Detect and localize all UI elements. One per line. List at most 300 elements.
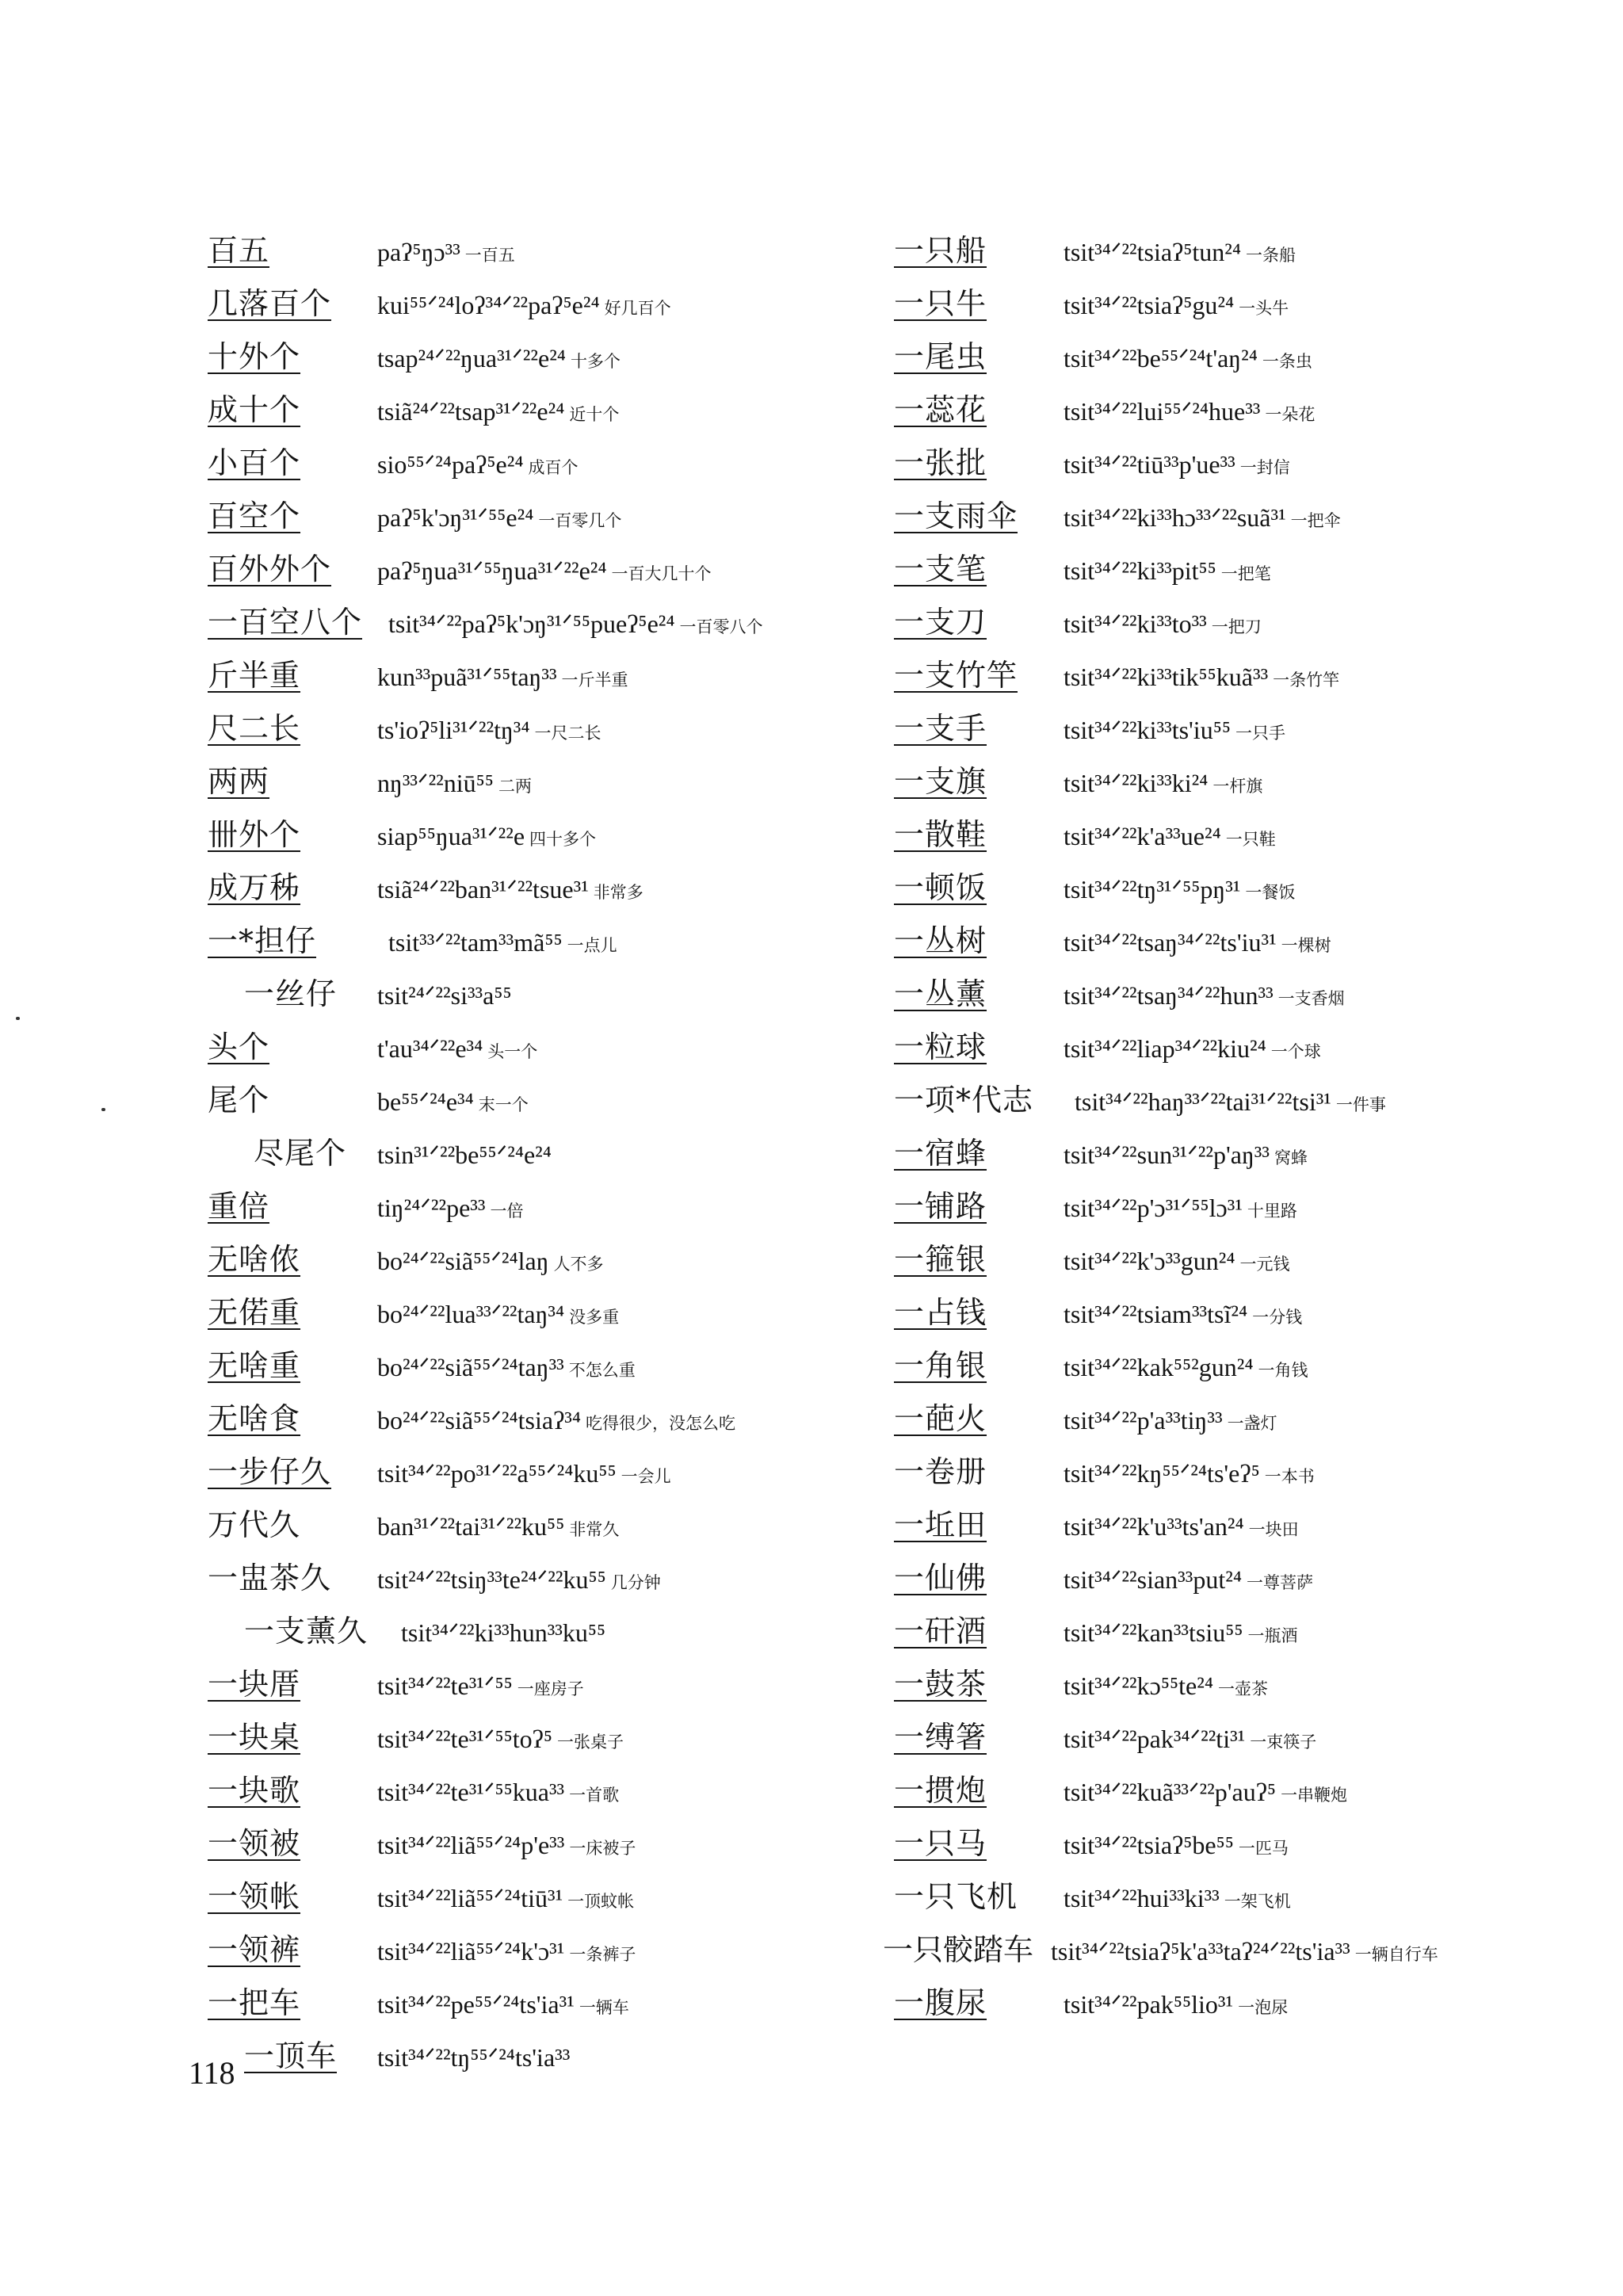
entry-word: 一丝仔 — [244, 976, 338, 1011]
entry-row — [894, 231, 1607, 285]
entry-pronunciation — [377, 872, 643, 910]
entry-pronunciation — [377, 978, 512, 1013]
entry-pronunciation — [1064, 978, 1345, 1016]
entry-row — [894, 1612, 1607, 1665]
entry-word: 一只牛 — [894, 286, 987, 321]
entry-pronunciation — [1064, 1987, 1288, 2025]
entry-word: 万代久 — [208, 1507, 301, 1542]
entry-pronunciation — [377, 447, 578, 485]
entry-gloss: 一顶蚊帐 — [567, 1892, 635, 1911]
pronunciation-text: tiŋ²⁴ᐟ²²pe³³ — [377, 1194, 486, 1222]
entry-word: 尺二长 — [208, 711, 301, 746]
entry-row — [894, 869, 1607, 922]
entry-gloss: 一辆车 — [579, 1998, 629, 2017]
entry-word: 一蕊花 — [894, 392, 987, 427]
pronunciation-text: tsit³⁴ᐟ²²tsiaʔ⁵be⁵⁵ — [1064, 1831, 1234, 1859]
entry-word: 一卷册 — [894, 1454, 987, 1489]
entry-gloss: 一分钱 — [1252, 1308, 1303, 1327]
entry-pronunciation — [377, 1934, 636, 1972]
entry-row — [208, 550, 873, 603]
entry-row — [208, 1400, 873, 1453]
entry-row — [208, 816, 873, 869]
entry-row — [208, 338, 873, 391]
entry-gloss: 一泡尿 — [1238, 1998, 1289, 2017]
entry-word: 尽尾个 — [254, 1136, 347, 1171]
pronunciation-text: tsit³⁴ᐟ²²tiū³³p'ue³³ — [1064, 450, 1235, 479]
entry-pronunciation — [377, 1509, 619, 1547]
entry-pronunciation — [1064, 1881, 1291, 1919]
entry-row — [208, 1771, 873, 1824]
entry-row — [208, 1718, 873, 1771]
entry-row — [208, 975, 873, 1028]
entry-row — [208, 1028, 873, 1081]
pronunciation-text: tsit³⁴ᐟ²²ki³³ki²⁴ — [1064, 769, 1209, 797]
pronunciation-text: tsit³⁴ᐟ²²pak⁵⁵lio³¹ — [1064, 1990, 1234, 2019]
pronunciation-text: tsit³⁴ᐟ²²kak⁵⁵²gun²⁴ — [1064, 1353, 1254, 1381]
entry-word: 几落百个 — [208, 286, 332, 321]
pronunciation-text: ts'ioʔ⁵li³¹ᐟ²²tŋ³⁴ — [377, 716, 530, 744]
pronunciation-text: paʔ⁵ŋua³¹ᐟ⁵⁵ŋua³¹ᐟ²²e²⁴ — [377, 556, 607, 585]
pronunciation-text: tsit³⁴ᐟ²²tsiam³³tsĩ²⁴ — [1064, 1300, 1248, 1328]
entry-row — [208, 869, 873, 922]
pronunciation-text: tsit³⁴ᐟ²²ki³³tik⁵⁵kuã³³ — [1064, 663, 1269, 691]
entry-gloss: 一把笔 — [1220, 564, 1271, 583]
entry-row — [894, 922, 1607, 975]
entry-word: 一支手 — [894, 711, 987, 746]
entry-pronunciation — [377, 1456, 671, 1494]
entry-gloss: 几分钟 — [610, 1573, 661, 1592]
entry-word: 百空个 — [208, 499, 301, 533]
entry-row — [894, 1347, 1607, 1400]
entry-pronunciation — [377, 766, 532, 804]
entry-row — [208, 497, 873, 550]
entry-pronunciation — [1064, 1668, 1268, 1706]
entry-pronunciation — [1064, 1615, 1298, 1653]
entry-word: 一项*代志 — [894, 1083, 1034, 1117]
entry-gloss: 末一个 — [478, 1095, 529, 1114]
entry-row — [208, 709, 873, 762]
entry-row — [894, 1028, 1607, 1081]
entry-pronunciation — [377, 235, 515, 273]
entry-row — [894, 550, 1607, 603]
entry-gloss: 一个球 — [1270, 1042, 1321, 1061]
entry-gloss: 一倍 — [490, 1201, 524, 1221]
entry-word: 一丛薰 — [894, 976, 987, 1011]
entry-pronunciation — [377, 1987, 629, 2025]
entry-row — [208, 1134, 873, 1187]
entry-gloss: 非常多 — [593, 883, 643, 902]
pronunciation-text: tsit³⁴ᐟ²²tsiaʔ⁵gu²⁴ — [1064, 291, 1235, 319]
entry-pronunciation — [1064, 394, 1315, 432]
entry-pronunciation — [1064, 872, 1295, 910]
entry-row — [894, 1240, 1607, 1293]
pronunciation-text: bo²⁴ᐟ²²lua³³ᐟ²²taŋ³⁴ — [377, 1300, 565, 1328]
entry-gloss: 一条竹竿 — [1273, 670, 1340, 690]
entry-word: 一占钱 — [894, 1295, 987, 1330]
entry-pronunciation — [377, 1084, 529, 1122]
pronunciation-text: tsit³⁴ᐟ²²p'ɔ³¹ᐟ⁵⁵lɔ³¹ — [1064, 1194, 1243, 1222]
entry-row — [894, 391, 1607, 444]
pronunciation-text: sio⁵⁵ᐟ²⁴paʔ⁵e²⁴ — [377, 450, 524, 479]
entry-pronunciation — [1064, 1297, 1302, 1335]
entry-pronunciation — [377, 1031, 537, 1069]
entry-row — [894, 1878, 1607, 1931]
entry-word: 一只骹踏车 — [883, 1932, 1034, 1967]
entry-row — [894, 762, 1607, 816]
pronunciation-text: tsit³⁴ᐟ²²tŋ³¹ᐟ⁵⁵pŋ³¹ — [1064, 875, 1241, 904]
pronunciation-text: tsin³¹ᐟ²²be⁵⁵ᐟ²⁴e²⁴ — [377, 1140, 552, 1169]
entry-gloss: 不怎么重 — [568, 1361, 636, 1380]
pronunciation-text: tsit³⁴ᐟ²²liã⁵⁵ᐟ²⁴tiū³¹ — [377, 1884, 563, 1912]
entry-gloss: 窝蜂 — [1274, 1148, 1308, 1167]
entry-gloss: 四十多个 — [529, 830, 597, 849]
entry-pronunciation — [1064, 819, 1276, 857]
entry-row — [894, 1665, 1607, 1718]
entry-pronunciation — [1064, 1456, 1315, 1494]
entry-word: 小百个 — [208, 445, 301, 480]
pronunciation-text: tsit³⁴ᐟ²²kuã³³ᐟ²²p'auʔ⁵ — [1064, 1778, 1277, 1806]
entry-word: 头个 — [208, 1030, 270, 1064]
entry-row — [208, 1453, 873, 1506]
entry-row — [208, 922, 873, 975]
entry-word: 一步仔久 — [208, 1454, 332, 1489]
entry-pronunciation — [388, 925, 617, 963]
pronunciation-text: tsit³⁴ᐟ²²paʔ⁵k'ɔŋ³¹ᐟ⁵⁵pueʔ⁵e²⁴ — [388, 609, 675, 638]
pronunciation-text: tsit³⁴ᐟ²²ki³³hun³³ku⁵⁵ — [401, 1618, 606, 1647]
entry-gloss: 一条裤子 — [569, 1945, 636, 1964]
entry-word: 无啥侬 — [208, 1242, 301, 1277]
entry-word: 一腹尿 — [894, 1985, 987, 2020]
pronunciation-text: tsit³⁴ᐟ²²tsaŋ³⁴ᐟ²²hun³³ — [1064, 981, 1274, 1010]
entry-pronunciation — [1064, 1562, 1313, 1600]
entry-gloss: 一尊菩萨 — [1246, 1573, 1313, 1592]
entry-word: 一支薰久 — [244, 1614, 369, 1648]
pronunciation-text: kui⁵⁵ᐟ²⁴loʔ³⁴ᐟ²²paʔ⁵e²⁴ — [377, 291, 600, 319]
entry-gloss: 一百大几十个 — [611, 564, 712, 583]
pronunciation-text: bo²⁴ᐟ²²siã⁵⁵ᐟ²⁴tsiaʔ³⁴ — [377, 1406, 582, 1435]
entry-word: 一百空八个 — [208, 605, 363, 640]
entry-pronunciation — [1075, 1084, 1386, 1122]
entry-word: 一缚箸 — [894, 1720, 987, 1755]
entry-gloss: 一棵树 — [1281, 936, 1331, 955]
entry-pronunciation — [377, 1350, 636, 1388]
pronunciation-text: tsit²⁴ᐟ²²si³³a⁵⁵ — [377, 981, 512, 1010]
pronunciation-text: tsit³⁴ᐟ²²tsiaʔ⁵k'a³³taʔ²⁴ᐟ²²ts'ia³³ — [1051, 1937, 1350, 1966]
entry-pronunciation — [377, 1828, 636, 1866]
entry-word: 一支旗 — [894, 764, 987, 799]
entry-word: 重倍 — [208, 1189, 270, 1224]
pronunciation-text: tsit³⁴ᐟ²²ki³³hɔ³³ᐟ²²suã³¹ — [1064, 503, 1286, 532]
scan-speck — [16, 1017, 20, 1020]
entry-gloss: 一首歌 — [569, 1786, 620, 1805]
entry-row — [894, 1293, 1607, 1347]
entry-word: 一散鞋 — [894, 817, 987, 852]
entry-pronunciation — [377, 1244, 604, 1282]
entry-pronunciation — [377, 1881, 634, 1919]
entry-word: 一领帐 — [208, 1879, 301, 1914]
entry-word: 一领裤 — [208, 1932, 301, 1967]
entry-gloss: 一只鞋 — [1225, 830, 1276, 849]
entry-word: 一块桌 — [208, 1720, 301, 1755]
entry-gloss: 十里路 — [1247, 1201, 1297, 1221]
entry-gloss: 一盏灯 — [1227, 1414, 1277, 1433]
pronunciation-text: tsit³⁴ᐟ²²tsaŋ³⁴ᐟ²²ts'iu³¹ — [1064, 928, 1277, 957]
pronunciation-text: paʔ⁵k'ɔŋ³¹ᐟ⁵⁵e²⁴ — [377, 503, 534, 532]
entry-gloss: 好几百个 — [604, 299, 671, 318]
entry-gloss: 二两 — [498, 777, 532, 796]
pronunciation-text: nŋ³³ᐟ²²niū⁵⁵ — [377, 769, 494, 797]
entry-pronunciation — [1064, 553, 1271, 591]
entry-pronunciation — [377, 1775, 619, 1813]
entry-pronunciation — [401, 1615, 605, 1650]
entry-row — [894, 603, 1607, 656]
pronunciation-text: tsit³⁴ᐟ²²pak³⁴ᐟ²²ti³¹ — [1064, 1725, 1246, 1753]
entry-gloss: 没多重 — [569, 1308, 620, 1327]
entry-pronunciation — [1064, 341, 1312, 379]
entry-word: 一领被 — [208, 1826, 301, 1861]
entry-gloss: 一百零八个 — [679, 617, 763, 636]
entry-row — [208, 1665, 873, 1718]
entry-word: 一铺路 — [894, 1189, 987, 1224]
entry-gloss: 一把伞 — [1290, 511, 1341, 530]
entry-row — [208, 1293, 873, 1347]
entry-row — [208, 1240, 873, 1293]
entry-row — [894, 285, 1607, 338]
entry-gloss: 一百零几个 — [538, 511, 622, 530]
entry-gloss: 一支香烟 — [1277, 989, 1345, 1008]
pronunciation-text: tsit³⁴ᐟ²²hui³³ki³³ — [1064, 1884, 1220, 1912]
entry-row — [208, 444, 873, 497]
pronunciation-text: tsit³⁴ᐟ²²kŋ⁵⁵ᐟ²⁴ts'eʔ⁵ — [1064, 1459, 1260, 1488]
entry-pronunciation — [1064, 1509, 1299, 1547]
entry-pronunciation — [377, 2040, 570, 2075]
pronunciation-text: tsiã²⁴ᐟ²²ban³¹ᐟ²²tsue³¹ — [377, 875, 589, 904]
entry-pronunciation — [377, 553, 712, 591]
entry-gloss: 人不多 — [553, 1255, 604, 1274]
entry-gloss: 一张桌子 — [557, 1733, 624, 1752]
entry-gloss: 一杆旗 — [1212, 777, 1263, 796]
pronunciation-text: siap⁵⁵ŋua³¹ᐟ²²e — [377, 822, 525, 850]
entry-gloss: 一串鞭炮 — [1281, 1786, 1348, 1805]
entry-gloss: 一辆自行车 — [1354, 1945, 1438, 1964]
entry-row — [883, 1931, 1607, 1984]
pronunciation-text: tsit³⁴ᐟ²²liã⁵⁵ᐟ²⁴p'e³³ — [377, 1831, 565, 1859]
entry-gloss: 一壶茶 — [1217, 1679, 1268, 1698]
pronunciation-text: tsit³⁴ᐟ²²liã⁵⁵ᐟ²⁴k'ɔ³¹ — [377, 1937, 565, 1966]
pronunciation-text: paʔ⁵ŋɔ³³ — [377, 238, 460, 266]
pronunciation-text: tsit³⁴ᐟ²²kan³³tsiu⁵⁵ — [1064, 1618, 1243, 1647]
entry-row — [894, 1134, 1607, 1187]
entry-row — [894, 1081, 1607, 1134]
entry-gloss: 非常久 — [569, 1520, 620, 1539]
entry-gloss: 一块田 — [1248, 1520, 1299, 1539]
entry-row — [894, 1559, 1607, 1612]
entry-row — [894, 1453, 1607, 1506]
entry-word: 一粒球 — [894, 1030, 987, 1064]
pronunciation-text: tsit³⁴ᐟ²²pe⁵⁵ᐟ²⁴ts'ia³¹ — [377, 1990, 575, 2019]
pronunciation-text: ban³¹ᐟ²²tai³¹ᐟ²²ku⁵⁵ — [377, 1512, 565, 1541]
entry-row — [894, 656, 1607, 709]
entry-pronunciation — [1064, 1350, 1308, 1388]
entry-pronunciation — [1064, 235, 1296, 273]
pronunciation-text: t'au³⁴ᐟ²²e³⁴ — [377, 1034, 483, 1063]
pronunciation-text: tsit³⁴ᐟ²²po³¹ᐟ²²a⁵⁵ᐟ²⁴ku⁵⁵ — [377, 1459, 617, 1488]
pronunciation-text: tsit³⁴ᐟ²²ki³³to³³ — [1064, 609, 1207, 638]
entry-gloss: 一瓶酒 — [1247, 1626, 1298, 1645]
entry-row — [894, 1718, 1607, 1771]
entry-row — [208, 656, 873, 709]
entry-gloss: 吃得很少，没怎么吃 — [586, 1414, 736, 1433]
entry-pronunciation — [377, 394, 619, 432]
entry-gloss: 一座房子 — [517, 1679, 584, 1698]
entry-row — [894, 1400, 1607, 1453]
pronunciation-text: tsit²⁴ᐟ²²tsiŋ³³te²⁴ᐟ²²ku⁵⁵ — [377, 1565, 606, 1594]
entry-pronunciation — [377, 659, 628, 697]
entry-word: 百五 — [208, 233, 270, 268]
entry-gloss: 一封信 — [1239, 458, 1290, 477]
entry-word: 无啥食 — [208, 1401, 301, 1436]
entry-word: 百外外个 — [208, 552, 332, 586]
pronunciation-text: tsiã²⁴ᐟ²²tsap³¹ᐟ²²e²⁴ — [377, 397, 565, 426]
entry-row — [208, 285, 873, 338]
entry-pronunciation — [377, 1190, 523, 1228]
entry-row — [208, 2037, 873, 2090]
entry-pronunciation — [1064, 288, 1289, 326]
entry-gloss: 十多个 — [570, 352, 621, 371]
entry-gloss: 一本书 — [1264, 1467, 1315, 1486]
entry-row — [208, 1559, 873, 1612]
entry-gloss: 一头牛 — [1239, 299, 1289, 318]
entry-word: 成万秭 — [208, 870, 301, 905]
entry-row — [894, 338, 1607, 391]
entry-gloss: 一束筷子 — [1250, 1733, 1317, 1752]
pronunciation-text: bo²⁴ᐟ²²siã⁵⁵ᐟ²⁴laŋ — [377, 1247, 549, 1275]
entry-row — [208, 1347, 873, 1400]
entry-pronunciation — [1064, 1828, 1289, 1866]
entry-pronunciation — [1064, 712, 1285, 751]
entry-word: 一块厝 — [208, 1667, 301, 1702]
pronunciation-text: tsit³⁴ᐟ²²tŋ⁵⁵ᐟ²⁴ts'ia³³ — [377, 2043, 571, 2072]
entry-word: 一坵田 — [894, 1507, 987, 1542]
entry-gloss: 一角钱 — [1258, 1361, 1308, 1380]
entry-word: 一尾虫 — [894, 339, 987, 374]
entry-pronunciation — [377, 1403, 735, 1441]
pronunciation-text: tsit³⁴ᐟ²²liap³⁴ᐟ²²kiu²⁴ — [1064, 1034, 1266, 1063]
entry-pronunciation — [1051, 1934, 1438, 1972]
entry-row — [208, 1824, 873, 1878]
pronunciation-text: tsit³⁴ᐟ²²haŋ³³ᐟ²²tai³¹ᐟ²²tsi³¹ — [1075, 1087, 1331, 1116]
entry-pronunciation — [1064, 766, 1262, 804]
entry-row — [894, 1984, 1607, 2037]
entry-gloss: 一百五 — [464, 246, 515, 265]
entry-word: 卌外个 — [208, 817, 301, 852]
entry-word: 一块歌 — [208, 1773, 301, 1808]
entry-word: 一仙佛 — [894, 1561, 987, 1595]
entry-row — [208, 391, 873, 444]
entry-word: 一箍银 — [894, 1242, 987, 1277]
entry-row — [894, 444, 1607, 497]
entry-pronunciation — [377, 1721, 624, 1759]
entry-row — [208, 231, 873, 285]
entry-row — [208, 1081, 873, 1134]
entry-gloss: 成百个 — [528, 458, 579, 477]
left-column — [208, 231, 873, 2090]
pronunciation-text: tsit³⁴ᐟ²²te³¹ᐟ⁵⁵kua³³ — [377, 1778, 565, 1806]
pronunciation-text: tsit³⁴ᐟ²²ki³³ts'iu⁵⁵ — [1064, 716, 1231, 744]
entry-gloss: 一条虫 — [1262, 352, 1312, 371]
entry-gloss: 一朵花 — [1265, 405, 1316, 424]
entry-row — [208, 1506, 873, 1559]
right-column — [883, 231, 1607, 2037]
entry-pronunciation — [388, 606, 763, 644]
pronunciation-text: tsit³⁴ᐟ²²kɔ⁵⁵te²⁴ — [1064, 1671, 1213, 1700]
entry-pronunciation — [1064, 925, 1331, 963]
entry-word: 一掼炮 — [894, 1773, 987, 1808]
entry-word: 一张批 — [894, 445, 987, 480]
entry-word: 无啥重 — [208, 1348, 301, 1383]
entry-gloss: 一斤半重 — [561, 670, 628, 690]
pronunciation-text: be⁵⁵ᐟ²⁴e³⁴ — [377, 1087, 474, 1116]
entry-gloss: 一只手 — [1235, 724, 1285, 743]
entry-word: 一宿蜂 — [894, 1136, 987, 1171]
entry-row — [894, 497, 1607, 550]
entry-gloss: 一匹马 — [1238, 1839, 1289, 1858]
entry-pronunciation — [1064, 1403, 1277, 1441]
entry-gloss: 一尺二长 — [534, 724, 601, 743]
pronunciation-text: tsit³⁴ᐟ²²sian³³put²⁴ — [1064, 1565, 1242, 1594]
pronunciation-text: tsit³⁴ᐟ²²sun³¹ᐟ²²p'aŋ³³ — [1064, 1140, 1270, 1169]
entry-word: 无偌重 — [208, 1295, 301, 1330]
entry-pronunciation — [1064, 1031, 1321, 1069]
entry-row — [208, 1187, 873, 1240]
entry-pronunciation — [1064, 500, 1341, 538]
entry-pronunciation — [377, 819, 596, 857]
entry-gloss: 一点儿 — [567, 936, 617, 955]
entry-row — [894, 1824, 1607, 1878]
entry-word: 十外个 — [208, 339, 301, 374]
entry-pronunciation — [1064, 606, 1262, 644]
entry-word: 斤半重 — [208, 658, 301, 693]
entry-pronunciation — [1064, 1721, 1316, 1759]
pronunciation-text: tsit³⁴ᐟ²²ki³³pit⁵⁵ — [1064, 556, 1216, 585]
entry-word: 一鼓茶 — [894, 1667, 987, 1702]
entry-word: 尾个 — [208, 1083, 270, 1117]
entry-word: 一丛树 — [894, 923, 987, 958]
pronunciation-text: tsit³⁴ᐟ²²tsiaʔ⁵tun²⁴ — [1064, 238, 1242, 266]
entry-pronunciation — [377, 288, 671, 326]
entry-gloss: 近十个 — [569, 405, 620, 424]
entry-gloss: 一元钱 — [1239, 1255, 1290, 1274]
entry-pronunciation — [377, 712, 601, 751]
entry-word: 一支笔 — [894, 552, 987, 586]
entry-row — [894, 816, 1607, 869]
entry-pronunciation — [377, 500, 621, 538]
entry-pronunciation — [1064, 1244, 1290, 1282]
entry-row — [894, 975, 1607, 1028]
entry-word: 一顿饭 — [894, 870, 987, 905]
pronunciation-text: tsit³⁴ᐟ²²be⁵⁵ᐟ²⁴t'aŋ²⁴ — [1064, 344, 1258, 372]
entry-word: 一把车 — [208, 1985, 301, 2020]
entry-word: 一盅茶久 — [208, 1561, 332, 1595]
entry-pronunciation — [377, 1668, 584, 1706]
entry-word: 一*担仔 — [208, 923, 317, 958]
entry-word: 一只船 — [894, 233, 987, 268]
pronunciation-text: tsit³⁴ᐟ²²k'a³³ue²⁴ — [1064, 822, 1221, 850]
entry-word: 一顶车 — [244, 2038, 338, 2073]
entry-pronunciation — [377, 1562, 661, 1600]
entry-row — [894, 1771, 1607, 1824]
entry-row — [208, 1984, 873, 2037]
